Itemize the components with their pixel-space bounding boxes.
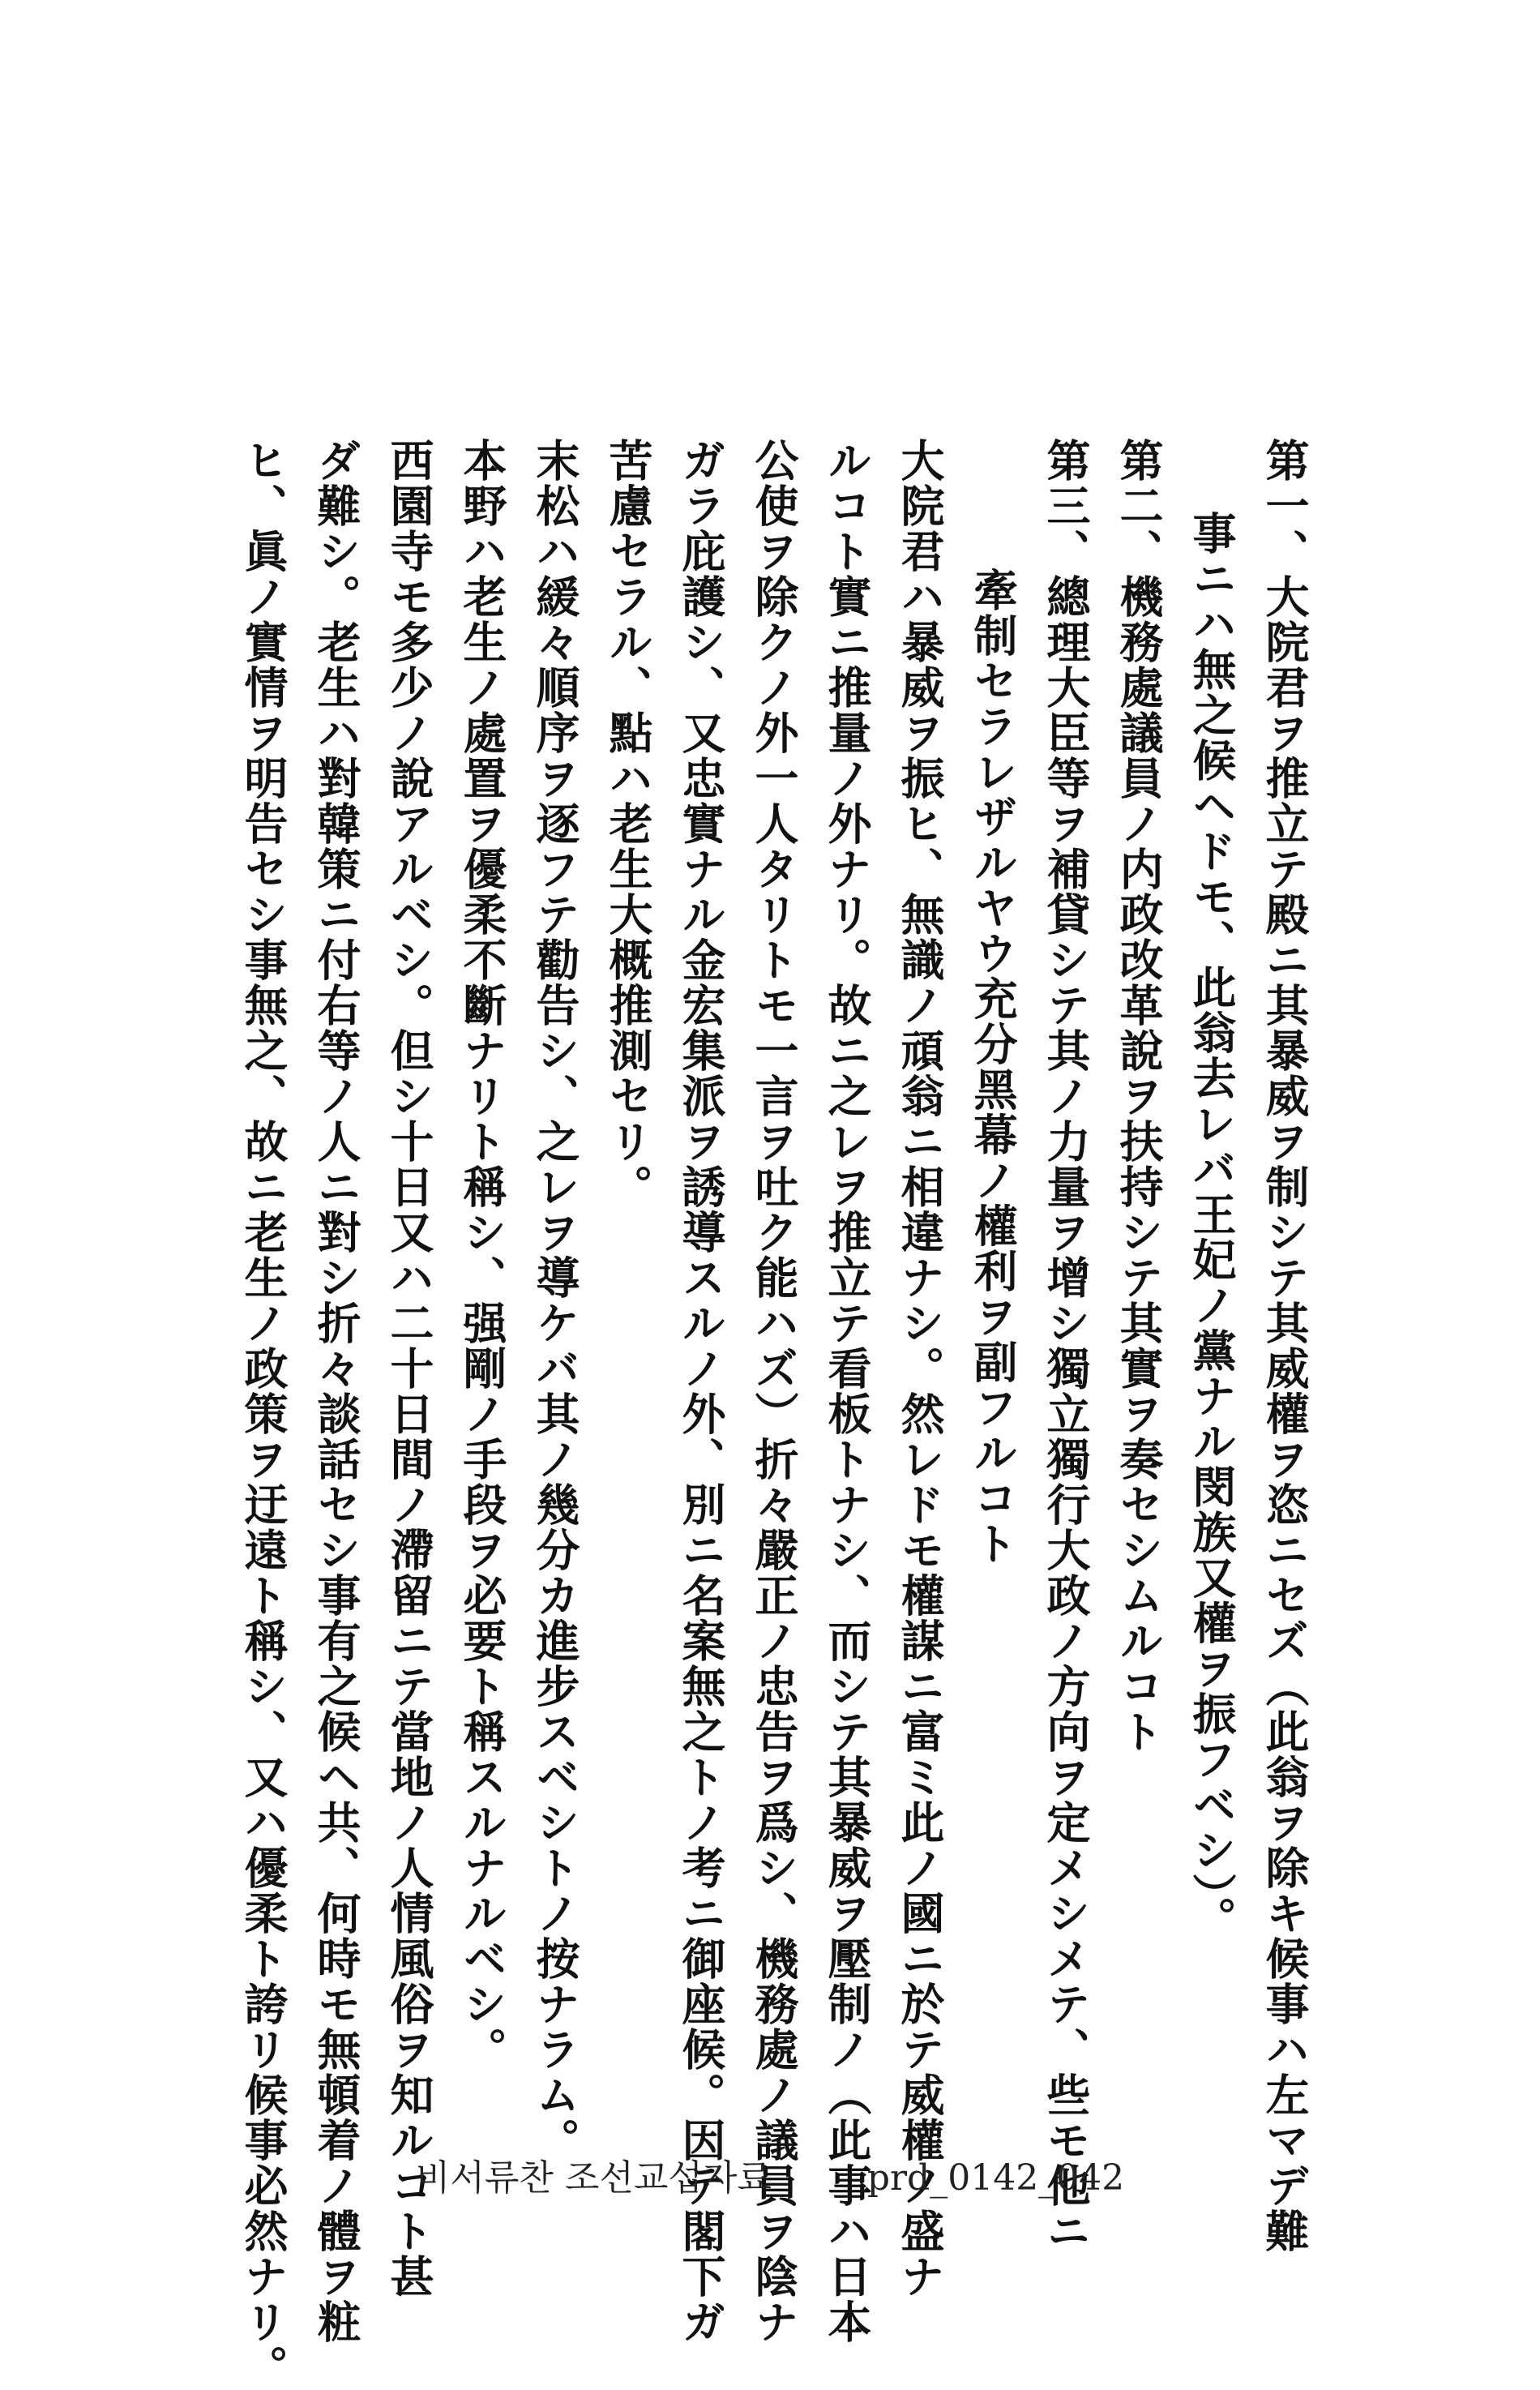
text-line: 牽制セラレザルヤウ充分黑幕ノ權利ヲ副フルコト: [967, 568, 1019, 1566]
text-line: 西園寺モ多少ノ說アルベシ。但シ十日又ハ二十日間ノ滯留ニテ當地ノ人情風俗ヲ知ルコト甚: [383, 438, 435, 2299]
text-line: 苦慮セラル、點ハ老生大概推測セリ。: [602, 438, 654, 1210]
text-line: 末松ハ緩々順序ヲ逐フテ勸告シ、之レヲ導ケバ其ノ幾分カ進步スベシトノ按ナラム。: [529, 438, 581, 2163]
text-line: 大院君ハ暴威ヲ振ヒ、無識ノ頑翁ニ相違ナシ。然レドモ權謀ニ富ミ此ノ國ニ於テ威權ノ盛ナ: [894, 438, 946, 2299]
text-line: ダ難シ。老生ハ對韓策ニ付右等ノ人ニ對シ折々談話セシ事有之候ヘ共、何時モ無頓着ノ體ヲ粧: [310, 438, 362, 2345]
text-line: 第二、機務處議員ノ内政改革說ヲ扶持シテ其實ヲ奏セシムルコト: [1113, 438, 1165, 1754]
document-code: prd_0142_042: [866, 2157, 1125, 2199]
text-line: 公使ヲ除クノ外一人タリトモ一言ヲ吐ク能ハズ）折々嚴正ノ忠告ヲ爲シ、機務處ノ議員ヲ陰ナ: [748, 438, 800, 2345]
text-line: 本野ハ老生ノ處置ヲ優柔不斷ナリト稱シ、强剛ノ手段ヲ必要ト稱スルナルベシ。: [456, 438, 508, 2072]
text-line: 事ニハ無之候ヘドモ、此翁去レバ王妃ノ黨ナル閔族又權ヲ振フベシ）。: [1186, 511, 1238, 1942]
text-line: 第三、總理大臣等ヲ補貸シテ其ノ力量ヲ增シ獨立獨行大政ノ方向ヲ定メシメテ、些モ他ニ: [1040, 438, 1092, 2254]
text-line: ルコト實ニ推量ノ外ナリ。故ニ之レヲ推立テ看板トナシ、而シテ其暴威ヲ壓制ノ（此事ハ日本: [821, 438, 873, 2345]
text-line: ガラ庇護シ、又忠實ナル金宏集派ヲ誘導スルノ外、別ニ名案無之トノ考ニ御座候。因テ閣下ガ: [675, 438, 727, 2345]
text-line: 第一、大院君ヲ推立テ殿ニ其暴威ヲ制シテ其威權ヲ恣ニセズ（此翁ヲ除キ候事ハ左マデ難: [1259, 438, 1311, 2254]
page-footer: [0, 2148, 1540, 2200]
text-line: ヒ、眞ノ實情ヲ明告セシ事無之、故ニ老生ノ政策ヲ迂遠ト稱シ、又ハ優柔ト誇リ候事必然ナリ。: [237, 438, 289, 2390]
collection-title: 비서류찬 조선교섭자료: [415, 2157, 772, 2199]
